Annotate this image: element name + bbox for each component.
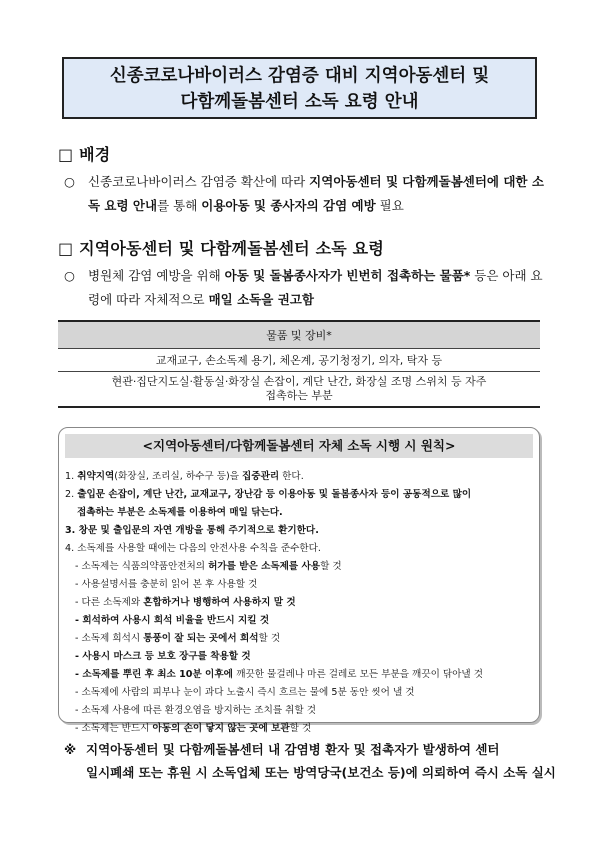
items-table	[58, 320, 540, 408]
rule-1-b: (화장실, 조리실, 하수구 등)을	[114, 471, 243, 482]
rule-sub-1-b: 허가를 받은 소독제를 사용	[208, 561, 321, 572]
rule-2-line-1: 출입문 손잡이, 계단 난간, 교재교구, 장난감 등 이용아동 및 돌봄종사자 등이 공동적으로 많이	[77, 489, 472, 500]
rule-sub-10	[65, 720, 533, 738]
rule-sub-10-b: 아동의 손이 닿지 않는 곳에 보관	[152, 723, 290, 734]
rule-sub-5-b: 통풍이 잘 되는 곳에서 희석	[143, 633, 259, 644]
rule-sub-1-c: 할 것	[320, 561, 342, 572]
circle-bullet-icon: ○	[64, 268, 75, 283]
rule-sub-10-c: 할 것	[289, 723, 312, 734]
background-heading	[58, 142, 110, 165]
rule-sub-7	[65, 666, 533, 684]
note-line-2: 일시폐쇄 또는 휴원 시 소독업체 또는 방역당국(보건소 등)에 의뢰하여 즉시 소독 실시	[86, 765, 556, 780]
rule-2	[65, 486, 533, 504]
rule-1-a: 취약지역	[77, 471, 115, 482]
guide-text	[88, 264, 544, 312]
title-line-2: 다함께돌봄센터 소독 요령 안내	[180, 92, 419, 112]
rule-sub-10-a: - 소독제는 반드시	[75, 723, 153, 734]
rule-sub-7-b: 깨끗한 물걸레나 마른 걸레로 모든 부분을 깨끗이 닦아낼 것	[236, 669, 484, 680]
rule-sub-4-text: - 희석하여 사용시 희석 비율을 반드시 지킬 것	[75, 615, 270, 626]
disinfection-rules-box	[58, 427, 540, 734]
items-row-2	[58, 372, 540, 408]
rules-list	[65, 468, 533, 738]
rule-sub-6-text: - 사용시 마스크 등 보호 장구를 착용할 것	[75, 651, 251, 662]
circle-bullet-icon: ○	[64, 174, 75, 189]
title-line-1: 신종코로나바이러스 감염증 대비 지역아동센터 및	[109, 66, 490, 86]
items-row-2-line-1: 현관·집단지도실·활동실·화장실 손잡이, 계단 난간, 화장실 조명 스위치 등 자주	[111, 375, 487, 388]
guide-text-c: 등은 아래 요령에 따라 자체적으로	[88, 268, 543, 307]
background-bullet	[64, 170, 544, 218]
background-text-e: 필요	[375, 198, 404, 213]
rule-2-cont	[65, 504, 533, 522]
rule-sub-6	[65, 648, 533, 666]
document-title	[62, 57, 537, 119]
rule-sub-7-a: - 소독제를 뿌린 후 최소 10분 이후에	[75, 669, 237, 680]
background-text-d: 이용아동 및 종사자의 감염 예방	[201, 198, 376, 213]
rule-1-num: 1.	[65, 471, 75, 482]
rule-2-num: 2.	[65, 489, 75, 500]
guide-text-b: 아동 및 돌봄종사자가 빈번히 접촉하는 물품*	[224, 268, 471, 283]
rule-sub-3-a: - 다른 소독제와	[75, 597, 144, 608]
square-marker-icon: □	[58, 145, 74, 164]
rule-sub-2: - 사용설명서를 충분히 읽어 본 후 사용할 것	[75, 579, 258, 590]
notice-note	[64, 738, 556, 784]
rule-3	[65, 522, 533, 540]
guide-bullet	[64, 264, 544, 312]
table-row	[58, 349, 540, 372]
background-text-c: 를 통해	[157, 198, 202, 213]
table-row	[58, 372, 540, 408]
rule-sub-1-a: - 소독제는 식품의약품안전처의	[75, 561, 209, 572]
reference-mark-icon: ※	[64, 742, 77, 757]
rule-sub-3	[65, 594, 533, 612]
background-text-b: 지역아동센터 및 다함께돌봄센터에 대한 소독 요령 안내	[88, 174, 544, 213]
note-line-1: 지역아동센터 및 다함께돌봄센터 내 감염병 환자 및 접촉자가 발생하여 센터	[86, 742, 500, 757]
rule-sub-5	[65, 630, 533, 648]
guide-text-a: 병원체 감염 예방을 위해	[88, 268, 225, 283]
background-text	[88, 170, 544, 218]
rules-title: <지역아동센터/다함께돌봄센터 자체 소독 시행 시 원칙>	[65, 434, 533, 458]
guide-heading-label: 지역아동센터 및 다함께돌봄센터 소독 요령	[79, 239, 384, 258]
items-row-1: 교재교구, 손소독제 용기, 체온계, 공기청정기, 의자, 탁자 등	[58, 349, 540, 372]
guide-heading	[58, 236, 384, 259]
rule-sub-9: - 소독제 사용에 따른 환경오염을 방지하는 조치를 취할 것	[75, 705, 317, 716]
rule-1	[65, 468, 533, 486]
items-row-2-line-2: 접촉하는 부분	[265, 389, 333, 402]
rule-sub-3-b: 혼합하거나 병행하여 사용하지 말 것	[143, 597, 296, 608]
square-marker-icon: □	[58, 239, 74, 258]
guide-text-d: 매일 소독을 권고함	[208, 292, 314, 307]
rule-3-text: 3. 창문 및 출입문의 자연 개방을 통해 주기적으로 환기한다.	[65, 525, 319, 536]
background-text-a: 신종코로나바이러스 감염증 확산에 따라	[88, 174, 310, 189]
rule-sub-5-a: - 소독제 희석시	[75, 633, 144, 644]
rule-1-c: 집중관리	[242, 471, 280, 482]
rule-sub-4	[65, 612, 533, 630]
rule-sub-1	[65, 558, 533, 576]
rule-sub-8: - 소독제에 사람의 피부나 눈이 과다 노출시 즉시 흐르는 물에 5분 동안 씻어 낼 것	[75, 687, 415, 698]
items-table-header-row	[58, 321, 540, 349]
rule-1-d: 한다.	[279, 471, 304, 482]
items-table-header: 물품 및 장비*	[58, 321, 540, 349]
rule-4: 4. 소독제를 사용할 때에는 다음의 안전사용 수칙을 준수한다.	[65, 543, 321, 554]
note-text	[86, 738, 556, 784]
rule-sub-5-c: 할 것	[258, 633, 281, 644]
background-heading-label: 배경	[79, 145, 111, 164]
rule-2-line-2: 접촉하는 부분은 소독제를 이용하여 매일 닦는다.	[77, 507, 283, 518]
